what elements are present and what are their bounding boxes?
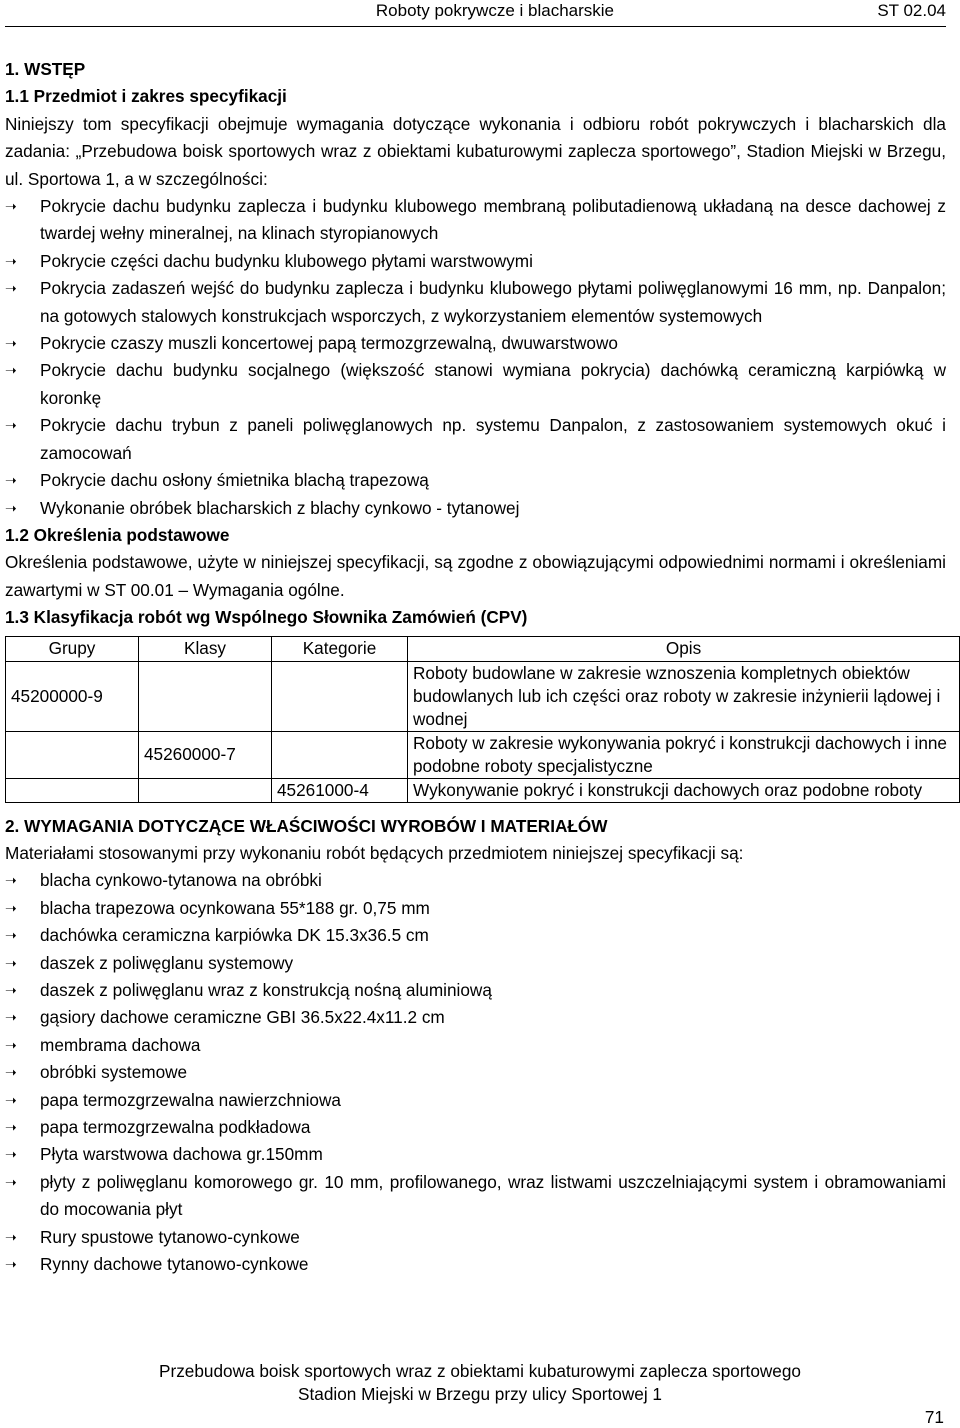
list-item-text: papa termozgrzewalna nawierzchniowa — [40, 1089, 341, 1110]
list-item — [5, 977, 946, 1004]
paragraph: Określenia podstawowe, użyte w niniejszej specyfikacji, są zgodne z obowiązującymi odpowiednimi normami i określeniami zawartymi w ST 00.01 – Wymagania ogólne. — [5, 552, 946, 600]
list-item-text: Pokrycie dachu budynku zaplecza i budynku klubowego membraną polibutadienową układaną na desce dachowej z twardej wełny mineralnej, na klinach styropianowych — [40, 196, 946, 244]
table-cell-opis: Roboty w zakresie wykonywania pokryć i konstrukcji dachowych i inne podobne roboty specjalistyczne — [408, 731, 960, 778]
table-cell-klasy: 45260000-7 — [139, 731, 272, 778]
arrow-bullet-icon: ➝ — [5, 1228, 17, 1245]
section-heading: 1. WSTĘP — [5, 59, 86, 79]
subsection-heading: 1.2 Określenia podstawowe — [5, 524, 230, 545]
list-item — [5, 330, 946, 357]
header-title: Roboty pokrywcze i blacharskie — [375, 1, 614, 20]
arrow-bullet-icon: ➝ — [5, 899, 17, 916]
list-item — [5, 1004, 946, 1031]
list-item-text: płyty z poliwęglanu komorowego gr. 10 mm, profilowanego, wraz listwami uszczelniającymi system i obramowaniami do mocowania płyt — [40, 1171, 946, 1220]
arrow-bullet-icon: ➝ — [5, 1036, 17, 1053]
list-item-text: Pokrycie dachu trybun z paneli poliwęglanowych np. systemu Danpalon, z zastosowaniem systemowych okuć i zamocowań — [40, 415, 946, 463]
list-item — [5, 248, 946, 275]
list-item-text: daszek z poliwęglanu systemowy — [40, 952, 294, 973]
arrow-bullet-icon: ➝ — [5, 280, 17, 297]
list-item — [5, 895, 946, 922]
list-item — [5, 1087, 946, 1114]
list-item — [5, 1224, 946, 1251]
bullet-list — [5, 193, 946, 522]
list-item — [5, 1114, 946, 1141]
list-item — [5, 1251, 946, 1278]
paragraph: Niniejszy tom specyfikacji obejmuje wymagania dotyczące wykonania i odbioru robót pokrywczych i blacharskich dla zadania: „Przebudowa boisk sportowych wraz z obiektami kubaturowymi zaplecza sportowego”, Stadion Miejski w Brzegu, ul. Sportowa 1, a w szczególności: — [5, 113, 946, 189]
list-item — [5, 412, 946, 467]
footer-line: Przebudowa boisk sportowych wraz z obiektami kubaturowymi zaplecza sportowego — [159, 1361, 801, 1381]
list-item-text: dachówka ceramiczna karpiówka DK 15.3x36.5 cm — [40, 925, 429, 946]
list-item — [5, 1032, 946, 1059]
list-item-text: Pokrycie czaszy muszli koncertowej papą termozgrzewalną, dwuwarstwowo — [40, 333, 618, 354]
arrow-bullet-icon: ➝ — [5, 499, 17, 516]
arrow-bullet-icon: ➝ — [5, 981, 17, 998]
table-cell-kategorie — [272, 731, 408, 778]
subsection-heading: 1.1 Przedmiot i zakres specyfikacji — [5, 86, 287, 107]
table-cell-grupy — [6, 731, 139, 778]
arrow-bullet-icon: ➝ — [5, 198, 17, 215]
list-item-text: Wykonanie obróbek blacharskich z blachy cynkowo - tytanowej — [40, 497, 520, 518]
list-item — [5, 357, 946, 412]
column-header: Klasy — [139, 636, 272, 661]
list-item-text: Pokrycia zadaszeń wejść do budynku zaplecza i budynku klubowego płytami poliwęglanowymi 16 mm, np. Danpalon; na gotowych stalowych konstrukcjach wsporczych, z wykorzystaniem elementów systemowych — [40, 278, 946, 326]
table-row — [6, 778, 960, 802]
list-item-text: Rury spustowe tytanowo-cynkowe — [40, 1226, 300, 1247]
list-item-text: gąsiory dachowe ceramiczne GBI 36.5x22.4x11.2 cm — [40, 1007, 445, 1028]
paragraph: Materiałami stosowanymi przy wykonaniu robót będących przedmiotem niniejszej specyfikacji są: — [5, 842, 744, 863]
table-cell-kategorie: 45261000-4 — [272, 778, 408, 802]
list-item-text: Pokrycie dachu budynku socjalnego (większość stanowi wymiana pokrycia) dachówką ceramiczną karpiówką w koronkę — [40, 360, 946, 408]
list-item — [5, 275, 946, 330]
arrow-bullet-icon: ➝ — [5, 335, 17, 352]
arrow-bullet-icon: ➝ — [5, 872, 17, 889]
table-cell-klasy — [139, 661, 272, 731]
list-item-text: daszek z poliwęglanu wraz z konstrukcją nośną aluminiową — [40, 979, 492, 1000]
list-item-text: blacha trapezowa ocynkowana 55*188 gr. 0,75 mm — [40, 897, 430, 918]
header-code: ST 02.04 — [877, 1, 946, 20]
page-header — [5, 0, 946, 27]
list-item — [5, 495, 946, 522]
list-item-text: Płyta warstwowa dachowa gr.150mm — [40, 1144, 323, 1165]
document-body — [5, 56, 946, 1278]
list-item-text: blacha cynkowo-tytanowa na obróbki — [40, 870, 322, 891]
table-cell-kategorie — [272, 661, 408, 731]
list-item — [5, 867, 946, 894]
page-footer — [0, 1360, 960, 1406]
page-number: 71 — [924, 1407, 944, 1427]
list-item — [5, 1169, 946, 1224]
list-item-text: Rynny dachowe tytanowo-cynkowe — [40, 1254, 309, 1275]
table-row — [6, 731, 960, 778]
list-item-text: membrama dachowa — [40, 1034, 201, 1055]
column-header: Grupy — [6, 636, 139, 661]
arrow-bullet-icon: ➝ — [5, 1064, 17, 1081]
table-cell-grupy: 45200000-9 — [6, 661, 139, 731]
arrow-bullet-icon: ➝ — [5, 1256, 17, 1273]
subsection-heading: 1.3 Klasyfikacja robót wg Wspólnego Słownika Zamówień (CPV) — [5, 607, 528, 628]
cpv-table — [5, 636, 960, 803]
table-header-row — [6, 636, 960, 661]
list-item — [5, 1059, 946, 1086]
arrow-bullet-icon: ➝ — [5, 417, 17, 434]
list-item — [5, 193, 946, 248]
arrow-bullet-icon: ➝ — [5, 1091, 17, 1108]
table-row — [6, 661, 960, 731]
column-header: Opis — [408, 636, 960, 661]
arrow-bullet-icon: ➝ — [5, 954, 17, 971]
arrow-bullet-icon: ➝ — [5, 362, 17, 379]
list-item-text: Pokrycie części dachu budynku klubowego płytami warstwowymi — [40, 250, 533, 271]
list-item — [5, 467, 946, 494]
table-cell-opis: Wykonywanie pokryć i konstrukcji dachowych oraz podobne roboty — [408, 778, 960, 802]
arrow-bullet-icon: ➝ — [5, 472, 17, 489]
list-item — [5, 950, 946, 977]
table-cell-grupy — [6, 778, 139, 802]
arrow-bullet-icon: ➝ — [5, 927, 17, 944]
footer-line: Stadion Miejski w Brzegu przy ulicy Sportowej 1 — [298, 1384, 662, 1404]
arrow-bullet-icon: ➝ — [5, 1173, 17, 1190]
arrow-bullet-icon: ➝ — [5, 252, 17, 269]
list-item — [5, 1141, 946, 1168]
table-cell-klasy — [139, 778, 272, 802]
bullet-list — [5, 867, 946, 1278]
arrow-bullet-icon: ➝ — [5, 1009, 17, 1026]
list-item-text: Pokrycie dachu osłony śmietnika blachą trapezową — [40, 470, 429, 491]
list-item — [5, 922, 946, 949]
table-cell-opis: Roboty budowlane w zakresie wznoszenia kompletnych obiektów budowlanych lub ich części oraz roboty w zakresie inżynierii lądowej i wodnej — [408, 661, 960, 731]
list-item-text: obróbki systemowe — [40, 1062, 188, 1083]
list-item-text: papa termozgrzewalna podkładowa — [40, 1117, 311, 1137]
section-heading: 2. WYMAGANIA DOTYCZĄCE WŁAŚCIWOŚCI WYROBÓW I MATERIAŁÓW — [5, 815, 608, 836]
arrow-bullet-icon: ➝ — [5, 1146, 17, 1163]
arrow-bullet-icon: ➝ — [5, 1119, 17, 1135]
column-header: Kategorie — [272, 636, 408, 661]
